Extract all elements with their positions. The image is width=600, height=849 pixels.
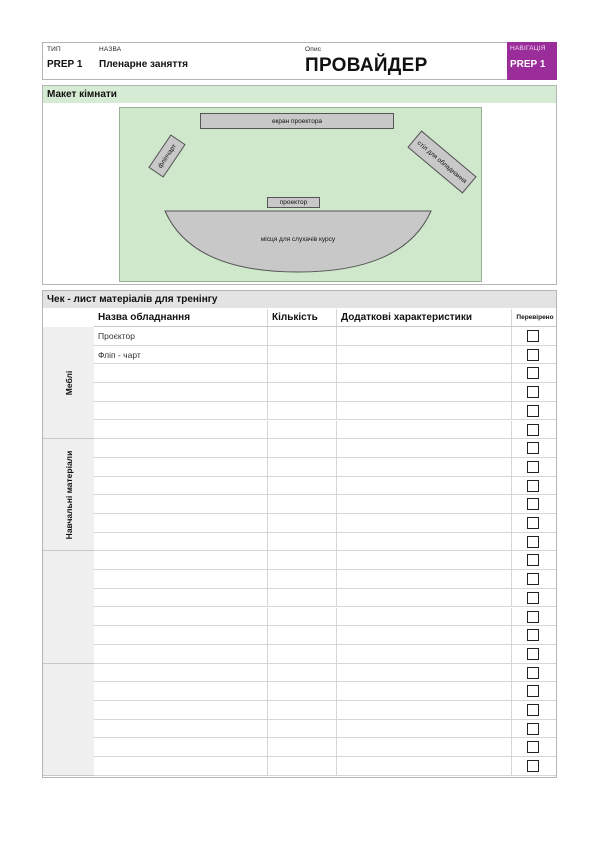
details-cell[interactable] (337, 421, 512, 439)
checked-checkbox[interactable] (527, 760, 539, 772)
checked-checkbox[interactable] (527, 517, 539, 529)
equipment-name-cell[interactable] (94, 701, 268, 719)
equipment-name-cell[interactable] (94, 570, 268, 588)
equipment-name-cell[interactable] (94, 626, 268, 644)
equipment-name-cell[interactable] (94, 645, 268, 663)
quantity-cell[interactable] (268, 682, 337, 700)
quantity-cell[interactable] (268, 346, 337, 364)
details-cell[interactable] (337, 757, 512, 775)
checked-checkbox[interactable] (527, 629, 539, 641)
column-header-quantity: Кількість (268, 309, 337, 327)
projector: проектор (267, 197, 320, 208)
group-column (43, 327, 94, 439)
details-cell[interactable] (337, 533, 512, 551)
checked-checkbox[interactable] (527, 648, 539, 660)
table-row (94, 533, 556, 552)
group-column (43, 551, 94, 663)
table-row (94, 327, 556, 346)
equipment-name-cell[interactable] (94, 402, 268, 420)
quantity-cell[interactable] (268, 327, 337, 345)
table-row (94, 477, 556, 496)
navigation-badge[interactable] (507, 42, 557, 80)
equipment-name-cell[interactable] (94, 720, 268, 738)
description-label: Опис (305, 46, 322, 53)
table-row (94, 738, 556, 757)
navigation-label: НАВІГАЦІЯ (510, 45, 546, 52)
table-row (94, 608, 556, 627)
details-cell[interactable] (337, 439, 512, 457)
equipment-name-cell[interactable] (94, 589, 268, 607)
table-row (94, 402, 556, 421)
table-row (94, 421, 556, 440)
name-label: НАЗВА (99, 46, 122, 53)
quantity-cell[interactable] (268, 514, 337, 532)
quantity-cell[interactable] (268, 645, 337, 663)
equipment-name-cell[interactable] (94, 477, 268, 495)
checked-checkbox[interactable] (527, 573, 539, 585)
quantity-cell[interactable] (268, 533, 337, 551)
checked-checkbox[interactable] (527, 667, 539, 679)
checked-checkbox[interactable] (527, 480, 539, 492)
equipment-name-cell[interactable] (94, 533, 268, 551)
details-cell[interactable] (337, 720, 512, 738)
details-cell[interactable] (337, 458, 512, 476)
checked-checkbox[interactable] (527, 704, 539, 716)
table-row (94, 495, 556, 514)
equipment-name-cell[interactable] (94, 421, 268, 439)
details-cell[interactable] (337, 477, 512, 495)
quantity-cell[interactable] (268, 720, 337, 738)
table-row (94, 439, 556, 458)
quantity-cell[interactable] (268, 383, 337, 401)
checked-checkbox[interactable] (527, 611, 539, 623)
equipment-name-cell[interactable] (94, 608, 268, 626)
checked-checkbox[interactable] (527, 349, 539, 361)
quantity-cell[interactable] (268, 421, 337, 439)
equipment-name-cell[interactable] (94, 738, 268, 756)
equipment-name-cell[interactable] (94, 383, 268, 401)
room-layout-title: Макет кімнати (43, 86, 556, 103)
equipment-name-cell[interactable]: Фліп - чарт (94, 346, 268, 364)
table-row (94, 570, 556, 589)
navigation-value: PREP 1 (510, 59, 546, 70)
equipment-name-cell[interactable] (94, 458, 268, 476)
table-row (94, 383, 556, 402)
column-header-details: Додаткові характеристики (337, 309, 512, 327)
table-row (94, 720, 556, 739)
details-cell[interactable] (337, 626, 512, 644)
table-row (94, 645, 556, 664)
table-row (94, 458, 556, 477)
checked-checkbox[interactable] (527, 723, 539, 735)
type-cell (47, 43, 97, 79)
quantity-cell[interactable] (268, 738, 337, 756)
equipment-name-cell[interactable] (94, 664, 268, 682)
equipment-name-cell[interactable] (94, 682, 268, 700)
equipment-name-cell[interactable] (94, 439, 268, 457)
group-label: Навчальні матеріали (63, 450, 74, 540)
table-row (94, 626, 556, 645)
quantity-cell[interactable] (268, 664, 337, 682)
equipment-table: стіл для обладнання (407, 130, 476, 193)
checked-checkbox[interactable] (527, 554, 539, 566)
quantity-cell[interactable] (268, 495, 337, 513)
group-label: Меблі (63, 370, 74, 395)
column-header-checked: Перевірено (512, 309, 556, 327)
checked-checkbox[interactable] (527, 386, 539, 398)
details-cell[interactable] (337, 402, 512, 420)
checked-checkbox[interactable] (527, 498, 539, 510)
equipment-name-cell[interactable] (94, 364, 268, 382)
checked-checkbox[interactable] (527, 424, 539, 436)
checklist-title: Чек - лист матеріалів для тренінгу (43, 291, 556, 308)
table-row (94, 682, 556, 701)
description-cell (305, 43, 505, 79)
details-cell[interactable] (337, 570, 512, 588)
table-row (94, 589, 556, 608)
checked-checkbox[interactable] (527, 741, 539, 753)
details-cell[interactable] (337, 383, 512, 401)
checked-checkbox[interactable] (527, 592, 539, 604)
details-cell[interactable] (337, 551, 512, 569)
quantity-cell[interactable] (268, 589, 337, 607)
equipment-name-cell[interactable] (94, 514, 268, 532)
seating-label: місця для слухачів курсу (260, 236, 336, 243)
checked-checkbox[interactable] (527, 442, 539, 454)
table-row (94, 514, 556, 533)
details-cell[interactable] (337, 738, 512, 756)
details-cell[interactable] (337, 608, 512, 626)
projector-screen: екран проектора (200, 113, 394, 129)
quantity-cell[interactable] (268, 477, 337, 495)
checked-checkbox[interactable] (527, 405, 539, 417)
flipchart: фліпчарт (148, 134, 185, 177)
quantity-cell[interactable] (268, 402, 337, 420)
table-row (94, 757, 556, 776)
group-column (43, 439, 94, 551)
audience-seating (164, 210, 432, 273)
quantity-cell[interactable] (268, 608, 337, 626)
room-diagram (119, 107, 482, 282)
room-layout-section (42, 85, 557, 285)
table-row (94, 551, 556, 570)
quantity-cell[interactable] (268, 364, 337, 382)
details-cell[interactable] (337, 364, 512, 382)
details-cell[interactable] (337, 514, 512, 532)
quantity-cell[interactable] (268, 458, 337, 476)
details-cell[interactable] (337, 682, 512, 700)
checklist-section (42, 290, 557, 778)
column-header-name: Назва обладнання (94, 309, 268, 327)
checked-checkbox[interactable] (527, 330, 539, 342)
table-row (94, 364, 556, 383)
type-label: ТИП (47, 46, 61, 53)
quantity-cell[interactable] (268, 626, 337, 644)
equipment-name-cell[interactable] (94, 757, 268, 775)
quantity-cell[interactable] (268, 757, 337, 775)
quantity-cell[interactable] (268, 439, 337, 457)
checked-checkbox[interactable] (527, 685, 539, 697)
details-cell[interactable] (337, 346, 512, 364)
equipment-name-cell[interactable] (94, 551, 268, 569)
table-row (94, 701, 556, 720)
table-row (94, 664, 556, 683)
details-cell[interactable] (337, 645, 512, 663)
quantity-cell[interactable] (268, 570, 337, 588)
quantity-cell[interactable] (268, 551, 337, 569)
equipment-name-cell[interactable]: Проєктор (94, 327, 268, 345)
group-column (43, 664, 94, 776)
description-value: ПРОВАЙДЕР (305, 55, 428, 76)
checked-checkbox[interactable] (527, 536, 539, 548)
details-cell[interactable] (337, 701, 512, 719)
checked-checkbox[interactable] (527, 367, 539, 379)
details-cell[interactable] (337, 495, 512, 513)
details-cell[interactable] (337, 664, 512, 682)
checked-checkbox[interactable] (527, 461, 539, 473)
page-header (42, 42, 557, 80)
type-value: PREP 1 (47, 59, 83, 70)
equipment-name-cell[interactable] (94, 495, 268, 513)
details-cell[interactable] (337, 327, 512, 345)
quantity-cell[interactable] (268, 701, 337, 719)
details-cell[interactable] (337, 589, 512, 607)
table-row (94, 346, 556, 365)
name-value: Пленарне заняття (99, 59, 188, 70)
name-cell (99, 43, 299, 79)
